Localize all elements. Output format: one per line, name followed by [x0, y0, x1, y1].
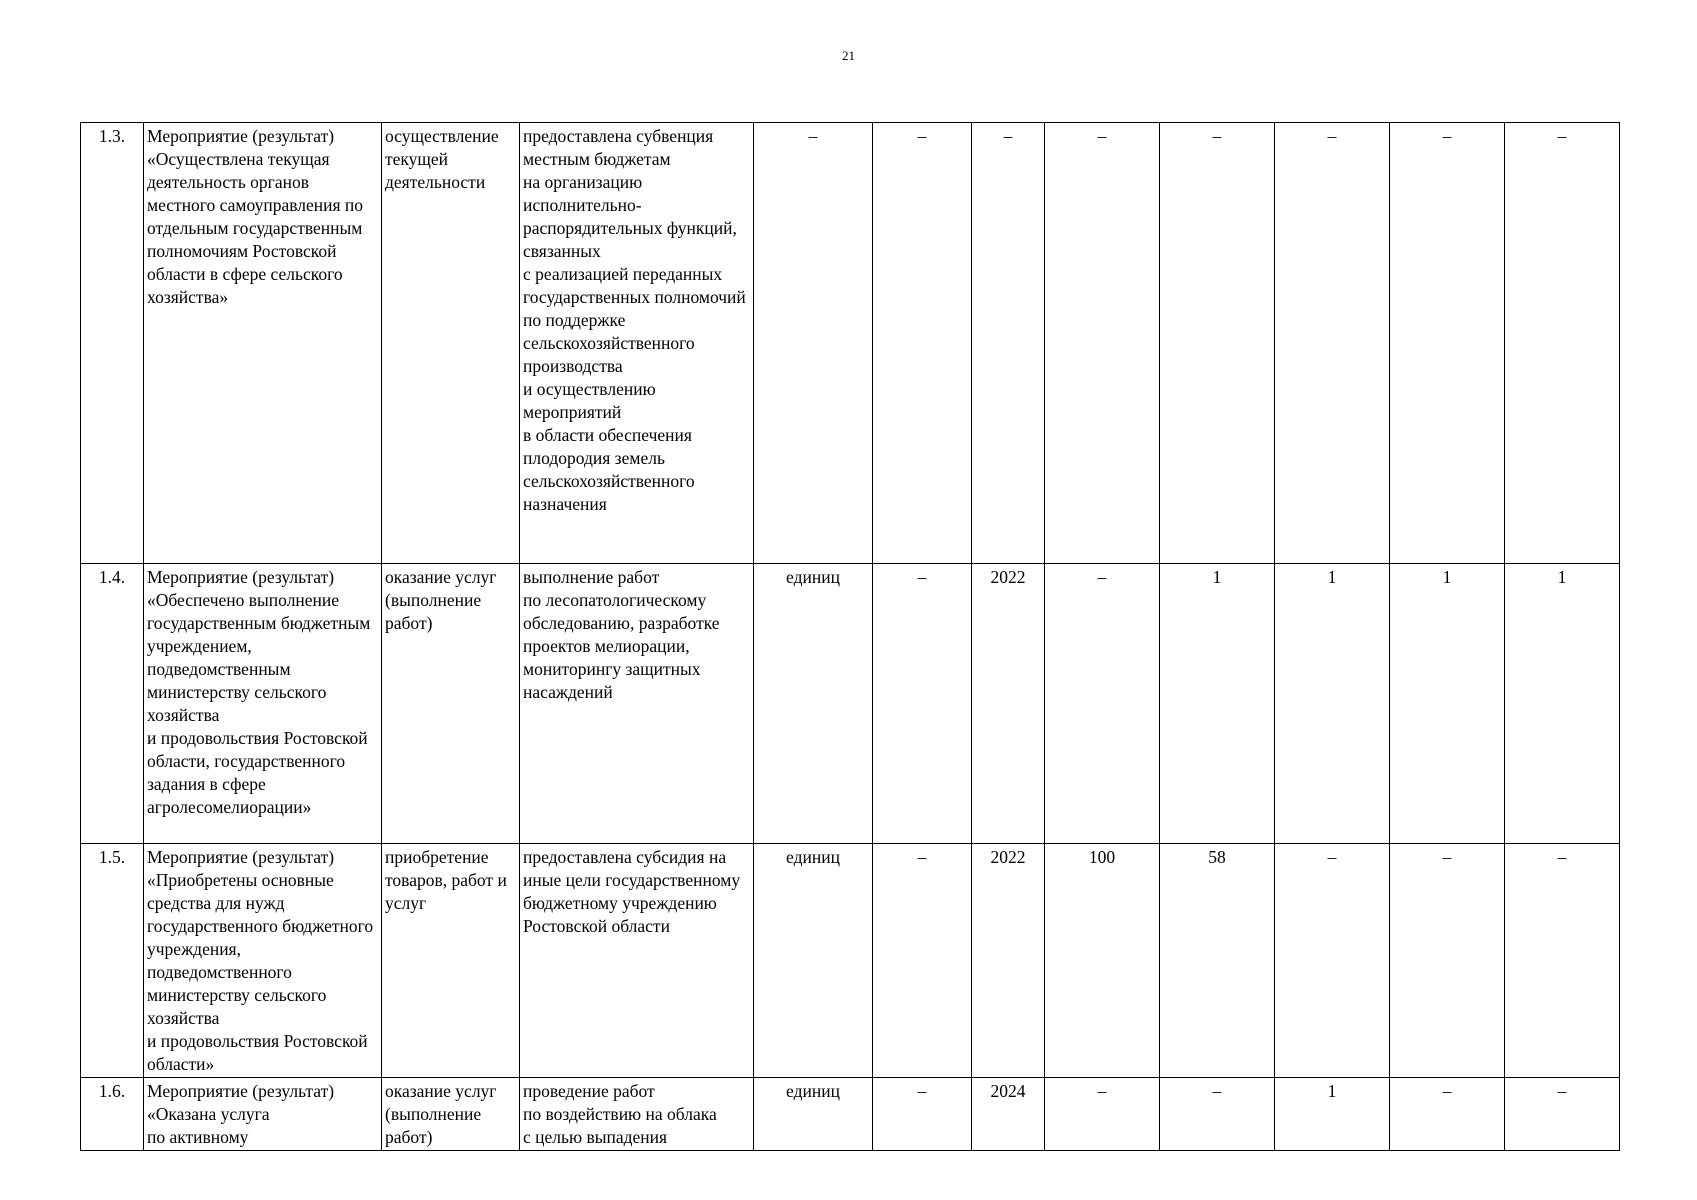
measure-type: оказание услуг (выполнение работ) — [382, 1078, 520, 1151]
measure-characteristic: предоставлена субсидия на иные цели государственному бюджетному учреждению Ростовской области — [520, 844, 754, 1078]
value-cell: – — [1275, 123, 1390, 564]
row-number: 1.5. — [81, 844, 144, 1078]
measure-type: оказание услуг (выполнение работ) — [382, 564, 520, 844]
value-cell: – — [1275, 844, 1390, 1078]
measure-type: осуществление текущей деятельности — [382, 123, 520, 564]
value-cell: 100 — [1045, 844, 1160, 1078]
page-number: 21 — [842, 48, 855, 63]
measure-characteristic: выполнение работ по лесопатологическому обследованию, разработке проектов мелиорации, мониторингу защитных насаждений — [520, 564, 754, 844]
base-year-cell: 2022 — [972, 564, 1045, 844]
value-cell: – — [1505, 844, 1620, 1078]
value-cell: 1 — [1390, 564, 1505, 844]
value-cell: – — [1160, 1078, 1275, 1151]
unit-cell: – — [754, 123, 873, 564]
base-year-cell: – — [972, 123, 1045, 564]
base-year-cell: 2022 — [972, 844, 1045, 1078]
measures-table — [80, 122, 1620, 1151]
value-cell: – — [1160, 123, 1275, 564]
value-cell: – — [1390, 844, 1505, 1078]
measure-characteristic: проведение работ по воздействию на облака с целью выпадения — [520, 1078, 754, 1151]
base-value-cell: – — [873, 844, 972, 1078]
row-number: 1.3. — [81, 123, 144, 564]
base-value-cell: – — [873, 564, 972, 844]
unit-cell: единиц — [754, 1078, 873, 1151]
value-cell: – — [1390, 1078, 1505, 1151]
measure-name: Мероприятие (результат) «Оказана услуга по активному — [144, 1078, 382, 1151]
row-number: 1.4. — [81, 564, 144, 844]
value-cell: 1 — [1275, 1078, 1390, 1151]
value-cell: – — [1045, 1078, 1160, 1151]
base-value-cell: – — [873, 123, 972, 564]
value-cell: – — [1505, 1078, 1620, 1151]
base-value-cell: – — [873, 1078, 972, 1151]
base-year-cell: 2024 — [972, 1078, 1045, 1151]
value-cell: 1 — [1160, 564, 1275, 844]
value-cell: – — [1505, 123, 1620, 564]
value-cell: – — [1045, 123, 1160, 564]
unit-cell: единиц — [754, 844, 873, 1078]
measure-name: Мероприятие (результат) «Обеспечено выполнение государственным бюджетным учреждением, подведомственным министерству сельского хозяйства и продовольствия Ростовской области, государственного задания в сфере агролесомелиорации» — [144, 564, 382, 844]
table-row — [81, 123, 1620, 564]
table-row — [81, 564, 1620, 844]
table-row — [81, 844, 1620, 1078]
measure-name: Мероприятие (результат) «Приобретены основные средства для нужд государственного бюджетного учреждения, подведомственного министерству сельского хозяйства и продовольствия Ростовской области» — [144, 844, 382, 1078]
value-cell: 1 — [1275, 564, 1390, 844]
measure-characteristic: предоставлена субвенция местным бюджетам на организацию исполнительно-распорядительных функций, связанных с реализацией переданных государственных полномочий по поддержке сельскохозяйственного производства и осуществлению мероприятий в области обеспечения плодородия земель сельскохозяйственного назначения — [520, 123, 754, 564]
value-cell: – — [1045, 564, 1160, 844]
measure-type: приобретение товаров, работ и услуг — [382, 844, 520, 1078]
unit-cell: единиц — [754, 564, 873, 844]
value-cell: 58 — [1160, 844, 1275, 1078]
row-number: 1.6. — [81, 1078, 144, 1151]
table-row — [81, 1078, 1620, 1151]
measure-name: Мероприятие (результат) «Осуществлена текущая деятельность органов местного самоуправления по отдельным государственным полномочиям Ростовской области в сфере сельского хозяйства» — [144, 123, 382, 564]
value-cell: 1 — [1505, 564, 1620, 844]
value-cell: – — [1390, 123, 1505, 564]
